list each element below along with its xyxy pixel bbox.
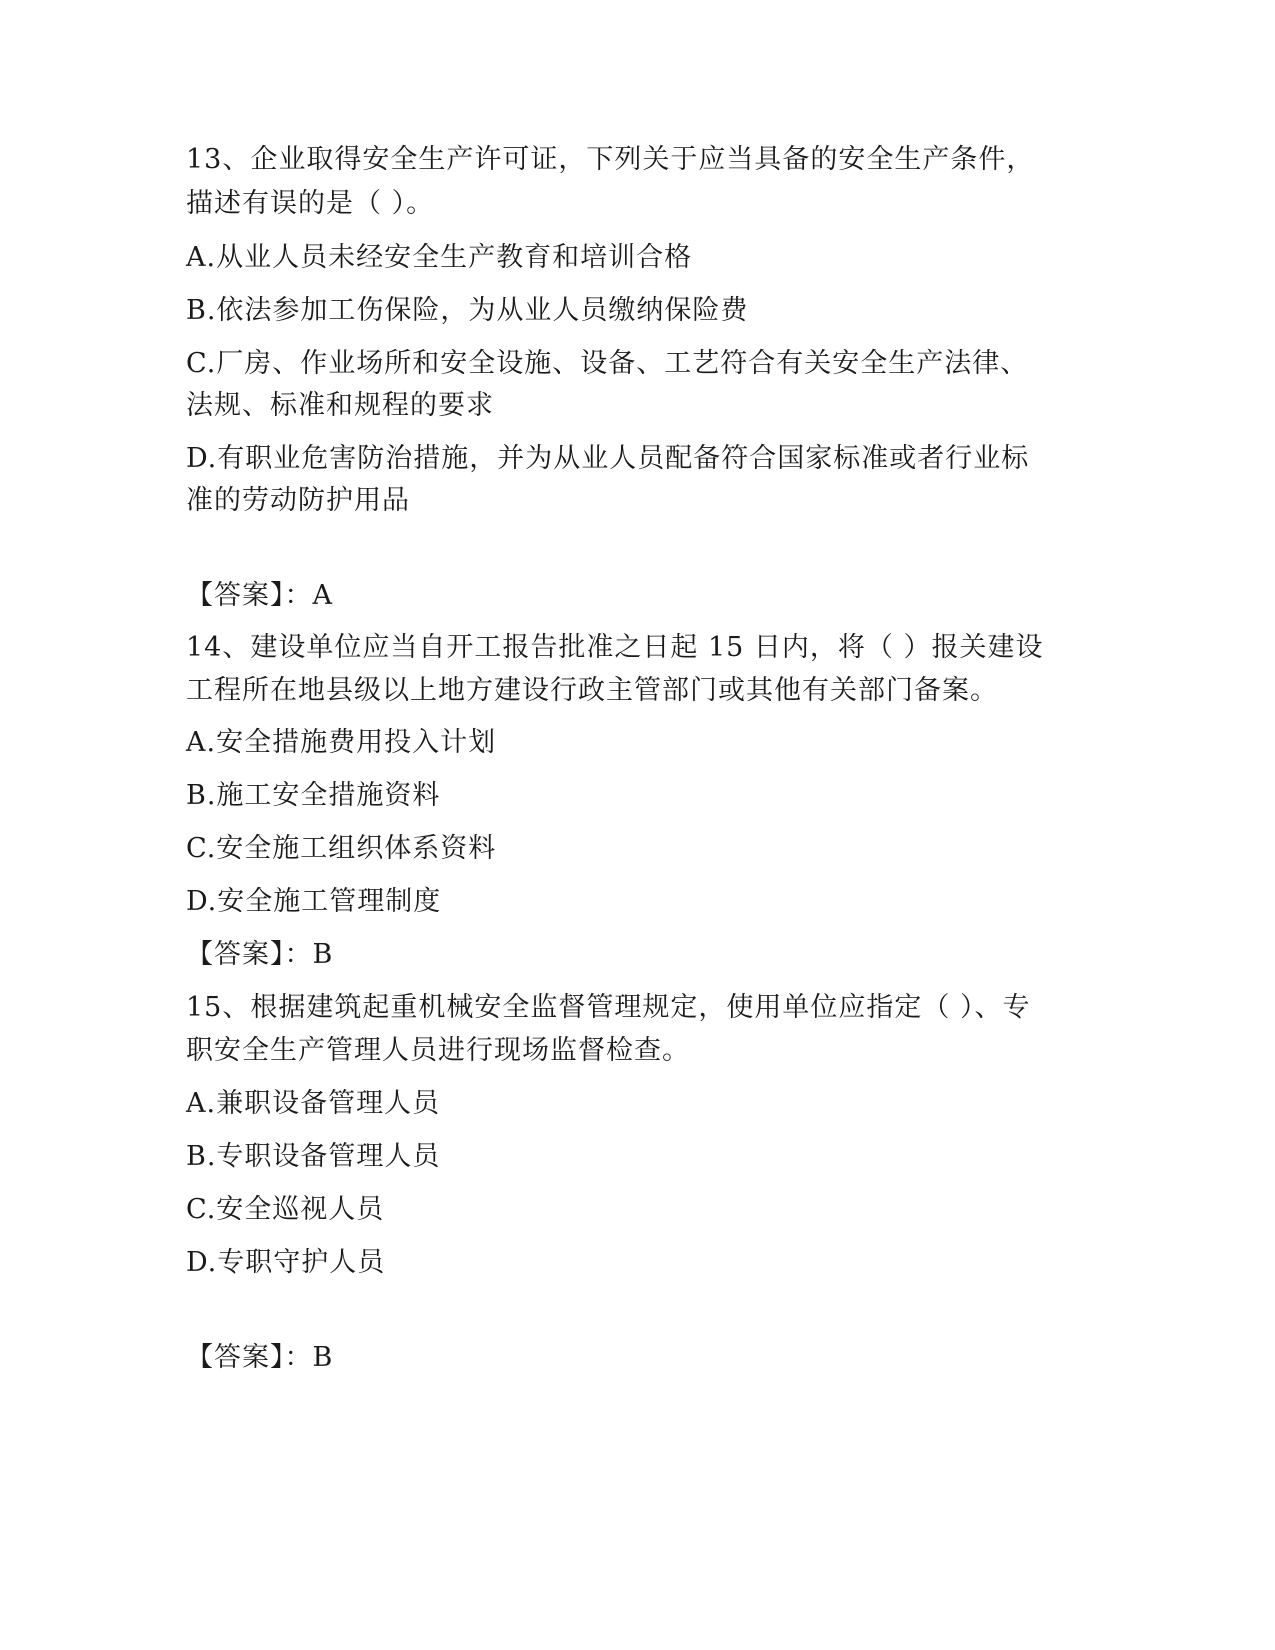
question-15-stem-line-1: 15、根据建筑起重机械安全监督管理规定，使用单位应指定（ ）、专 xyxy=(186,992,1031,1023)
question-15-option-a: A.兼职设备管理人员 xyxy=(186,1088,441,1119)
question-14-stem-line-1: 14、建设单位应当自开工报告批准之日起 15 日内，将（ ）报关建设 xyxy=(186,632,1044,663)
question-13-option-b: B.依法参加工伤保险，为从业人员缴纳保险费 xyxy=(186,295,749,326)
question-15-option-c: C.安全巡视人员 xyxy=(186,1194,385,1225)
question-15-option-d: D.专职守护人员 xyxy=(186,1247,386,1278)
question-13-stem-line-1: 13、企业取得安全生产许可证，下列关于应当具备的安全生产条件， xyxy=(186,144,1035,175)
question-14-option-a: A.安全措施费用投入计划 xyxy=(186,727,497,758)
question-15-stem-line-2: 职安全生产管理人员进行现场监督检查。 xyxy=(186,1035,690,1066)
question-14-option-b: B.施工安全措施资料 xyxy=(186,780,441,811)
question-13-option-c-line-2: 法规、标准和规程的要求 xyxy=(186,390,494,421)
question-14-option-c: C.安全施工组织体系资料 xyxy=(186,833,497,864)
question-13-option-c-line-1: C.厂房、作业场所和安全设施、设备、工艺符合有关安全生产法律、 xyxy=(186,348,1029,379)
question-14-answer: 【答案】：B xyxy=(186,939,334,970)
question-13-stem-line-2: 描述有误的是（ ）。 xyxy=(186,188,435,219)
question-13-answer: 【答案】：A xyxy=(186,580,333,611)
question-13-option-d-line-1: D.有职业危害防治措施，并为从业人员配备符合国家标准或者行业标 xyxy=(186,443,1030,474)
question-14-option-d: D.安全施工管理制度 xyxy=(186,886,442,917)
question-15-option-b: B.专职设备管理人员 xyxy=(186,1141,441,1172)
question-15-answer: 【答案】：B xyxy=(186,1342,334,1373)
question-13-option-d-line-2: 准的劳动防护用品 xyxy=(186,485,410,516)
question-13-option-a: A.从业人员未经安全生产教育和培训合格 xyxy=(186,242,693,273)
question-14-stem-line-2: 工程所在地县级以上地方建设行政主管部门或其他有关部门备案。 xyxy=(186,675,998,706)
